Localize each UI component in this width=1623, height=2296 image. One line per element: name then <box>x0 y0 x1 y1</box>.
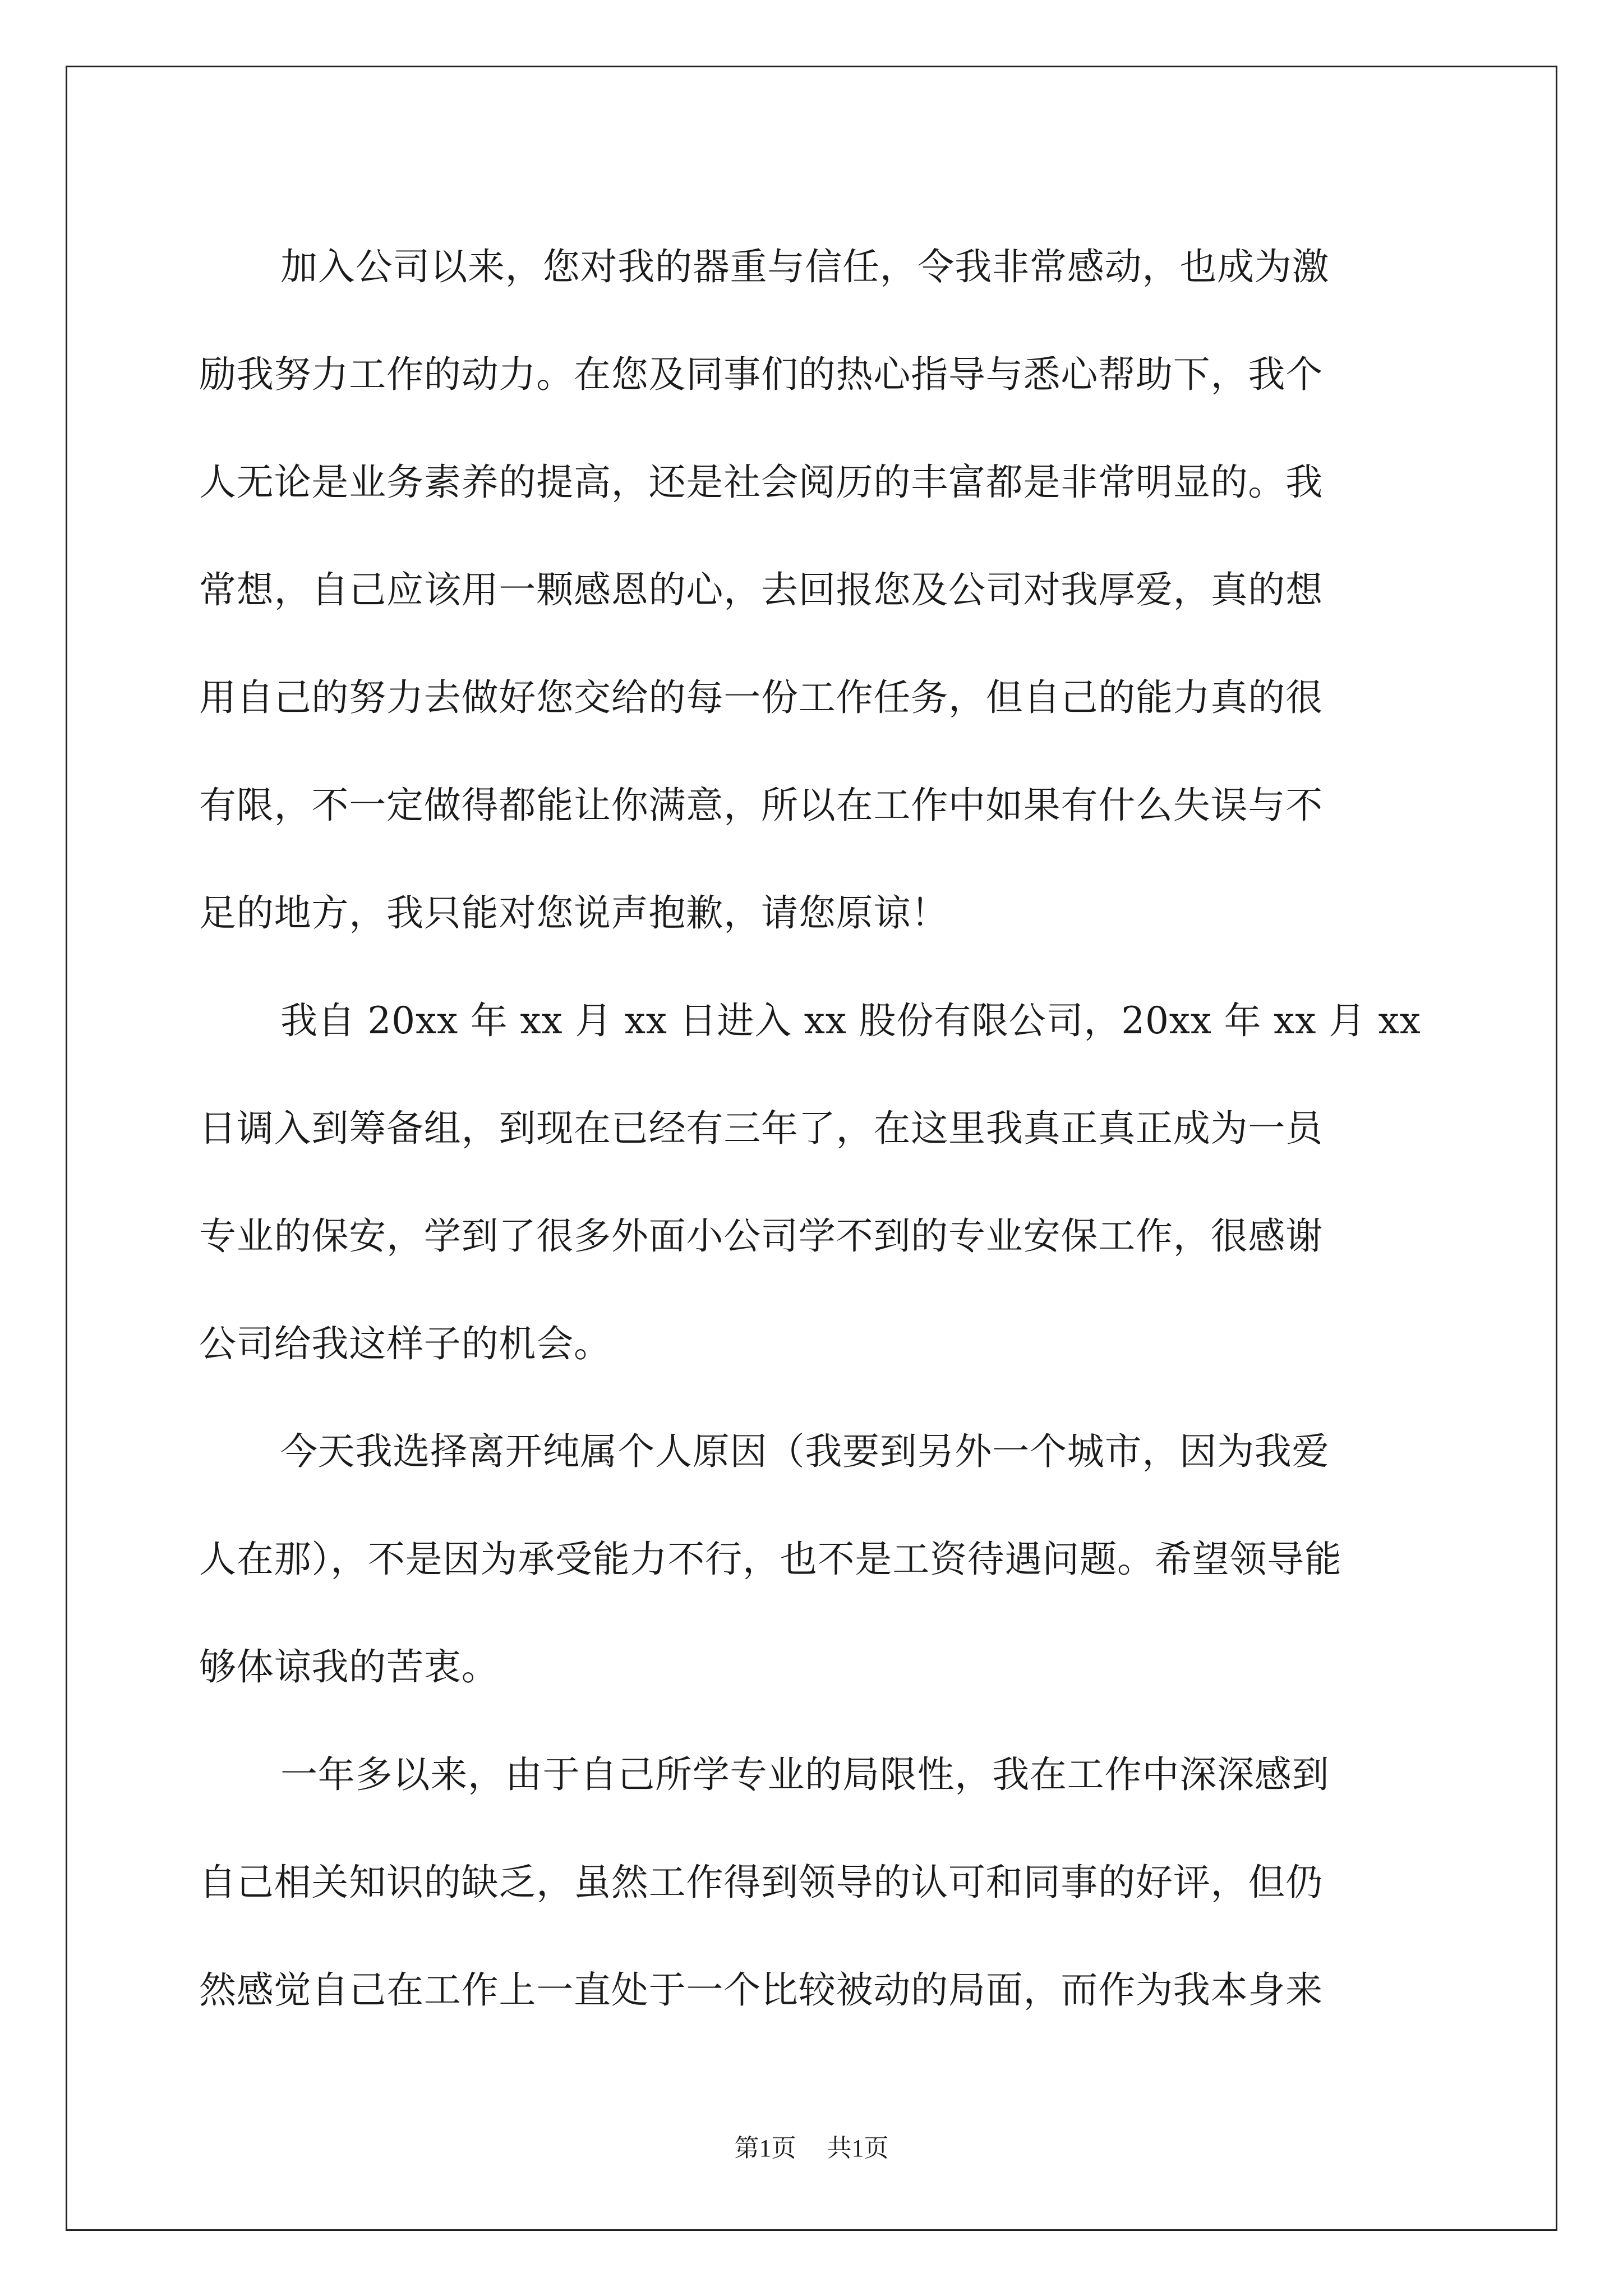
paragraph-3-line-2: 人在那），不是因为承受能力不行，也不是工资待遇问题。希望领导能 <box>199 1538 1342 1581</box>
page-total: 共1页 <box>827 2134 889 2162</box>
paragraph-1-line-3: 人无论是业务素养的提高，还是社会阅历的丰富都是非常明显的。我 <box>199 461 1323 504</box>
paragraph-2-line-1: 我自 20xx 年 xx 月 xx 日进入 xx 股份有限公司，20xx 年 xx 月 xx <box>280 999 1421 1042</box>
paragraph-1-line-7: 足的地方，我只能对您说声抱歉，请您原谅！ <box>199 891 948 935</box>
paragraph-4-line-1: 一年多以来，由于自己所学专业的局限性，我在工作中深深感到 <box>280 1753 1330 1796</box>
paragraph-4-line-3: 然感觉自己在工作上一直处于一个比较被动的局面，而作为我本身来 <box>199 1968 1323 2012</box>
paragraph-3-line-1: 今天我选择离开纯属个人原因（我要到另外一个城市，因为我爱 <box>280 1430 1330 1473</box>
document-body <box>199 213 1430 2044</box>
paragraph-1-line-4: 常想，自己应该用一颗感恩的心，去回报您及公司对我厚爱，真的想 <box>199 568 1323 611</box>
page-number: 第1页 <box>734 2134 796 2162</box>
paragraph-2-line-4: 公司给我这样子的机会。 <box>199 1322 611 1365</box>
paragraph-4-line-2: 自己相关知识的缺乏，虽然工作得到领导的认可和同事的好评，但仍 <box>199 1861 1323 1904</box>
page-footer <box>0 2132 1623 2165</box>
paragraph-1-line-2: 励我努力工作的动力。在您及同事们的热心指导与悉心帮助下，我个 <box>199 353 1323 396</box>
paragraph-1-line-6: 有限，不一定做得都能让你满意，所以在工作中如果有什么失误与不 <box>199 784 1323 827</box>
paragraph-1-line-1: 加入公司以来，您对我的器重与信任，令我非常感动，也成为激 <box>280 245 1330 288</box>
paragraph-3-line-3: 够体谅我的苦衷。 <box>199 1645 499 1688</box>
paragraph-1-line-5: 用自己的努力去做好您交给的每一份工作任务，但自己的能力真的很 <box>199 676 1323 719</box>
paragraph-2-line-2: 日调入到筹备组，到现在已经有三年了，在这里我真正真正成为一员 <box>199 1107 1323 1150</box>
paragraph-2-line-3: 专业的保安，学到了很多外面小公司学不到的专业安保工作，很感谢 <box>199 1214 1323 1258</box>
